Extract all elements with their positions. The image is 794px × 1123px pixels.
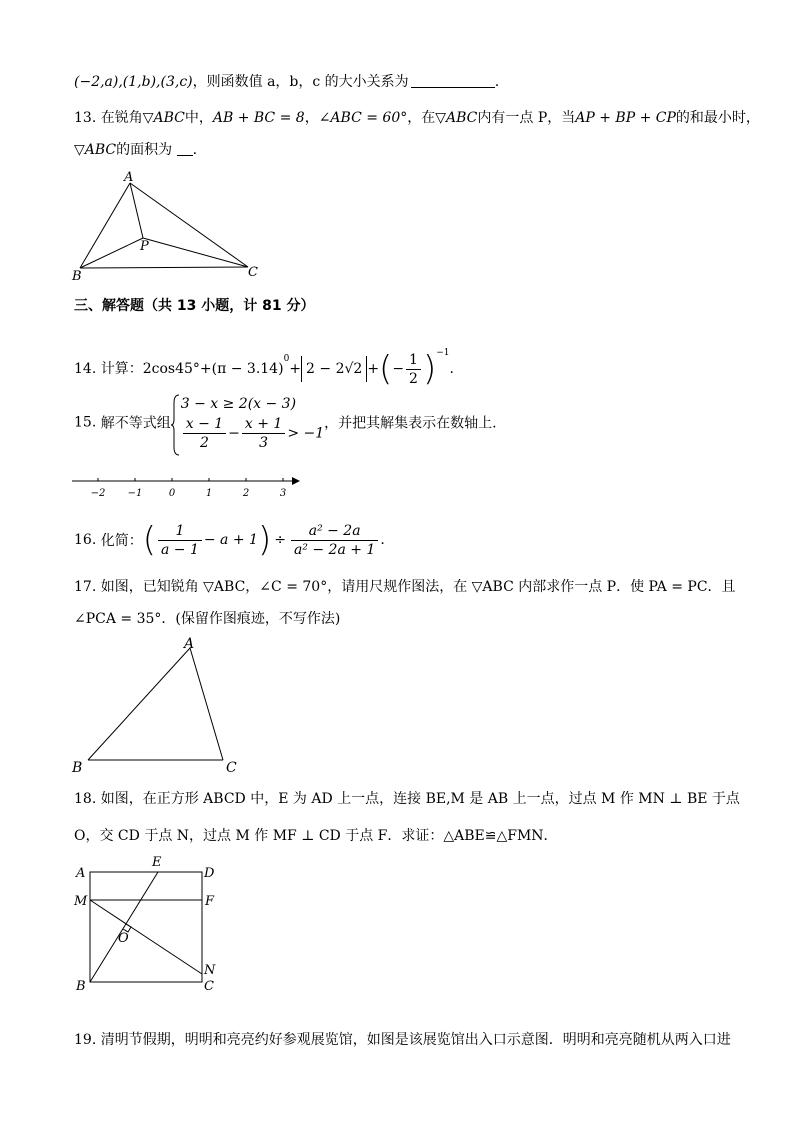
q13-answer-blank bbox=[177, 141, 193, 156]
q18-line2 bbox=[74, 826, 558, 846]
fig17-label-A: A bbox=[184, 636, 195, 652]
fig13-label-B: B bbox=[72, 269, 82, 283]
q14-rparen: ) bbox=[422, 349, 437, 389]
q16-f1-den: a − 1 bbox=[160, 541, 199, 558]
q12-tail-line bbox=[74, 72, 499, 92]
q15-f1-den: 2 bbox=[199, 435, 209, 451]
q13-number: 13. bbox=[74, 110, 97, 126]
number-line-tick-label: 2 bbox=[242, 488, 250, 499]
q17-line1 bbox=[74, 577, 736, 597]
q16-mid: − a + 1 bbox=[203, 532, 258, 548]
fig17-label-B: B bbox=[72, 760, 83, 776]
q14-end: . bbox=[449, 361, 454, 377]
fig18-label-O: O bbox=[118, 931, 129, 946]
q15-frac2 bbox=[242, 415, 285, 452]
q16-frac1 bbox=[158, 522, 202, 559]
q14-fraction bbox=[406, 351, 421, 388]
figure-18-square bbox=[68, 852, 228, 994]
q13-triangle: ▽ABC bbox=[142, 110, 185, 126]
q13-text-a: 在锐角 bbox=[100, 110, 143, 126]
q12-end: . bbox=[494, 74, 500, 90]
q15-frac1 bbox=[183, 415, 226, 452]
fig13-label-P: P bbox=[140, 239, 149, 254]
q14-term1: 2cos45°+ bbox=[142, 361, 212, 377]
q15-f2-num: x + 1 bbox=[242, 415, 285, 434]
q18-text2: O，交 CD 于点 N，过点 M 作 MF ⊥ CD 于点 F．求证：△ABE≌△FMN． bbox=[74, 828, 558, 844]
q16-line bbox=[74, 520, 385, 560]
q18-line1 bbox=[74, 789, 740, 809]
fig18-label-M: M bbox=[74, 894, 88, 909]
q14-plus: + bbox=[289, 361, 302, 377]
fig13-label-C: C bbox=[248, 265, 258, 280]
q15-minus: − bbox=[228, 425, 240, 442]
q16-label: 化简： bbox=[100, 533, 143, 549]
q13-end: . bbox=[192, 142, 198, 158]
q15-label: 解不等式组 bbox=[100, 415, 171, 432]
q16-f2-den: a² − 2a + 1 bbox=[293, 541, 376, 558]
q15-rhs: > −1 bbox=[287, 425, 325, 442]
q13-triangle-2: ▽ABC bbox=[435, 110, 478, 126]
q15-f1-num: x − 1 bbox=[183, 415, 226, 434]
q16-end: . bbox=[380, 532, 385, 548]
q15-brace bbox=[171, 393, 181, 457]
q17-number: 17. bbox=[74, 579, 97, 595]
q19-text1: 清明节假期，明明和亮亮约好参观展览馆，如图是该展览馆出入口示意图．明明和亮亮随机从两入口进 bbox=[100, 1032, 731, 1048]
q12-text: ，则函数值 a，b，c 的大小关系为 bbox=[192, 74, 409, 90]
number-line-tick-label: 0 bbox=[168, 488, 176, 499]
q14-plus2: + bbox=[367, 361, 380, 377]
q14-abs bbox=[301, 356, 367, 382]
q15-number: 15. bbox=[74, 414, 97, 431]
number-line-tick-label: −1 bbox=[127, 488, 143, 499]
q12-points: (−2,a),(1,b),(3,c) bbox=[74, 74, 193, 90]
q16-f2-num: a² − 2a bbox=[291, 522, 378, 541]
q19-line1 bbox=[74, 1030, 731, 1050]
q14-neg: − bbox=[392, 361, 405, 377]
q14-lparen: ( bbox=[379, 349, 393, 389]
q14-exp0: 0 bbox=[283, 354, 290, 364]
q13-cond2: ∠ABC = 60° bbox=[318, 110, 408, 126]
q17-line2 bbox=[74, 609, 340, 629]
q13-cond1: AB + BC = 8 bbox=[212, 110, 305, 126]
q15-system bbox=[171, 393, 324, 452]
number-line-tick-label: −2 bbox=[90, 488, 106, 499]
fig13-label-A: A bbox=[124, 170, 134, 185]
fig18-label-E: E bbox=[152, 855, 162, 870]
q16-div: ÷ bbox=[274, 532, 286, 548]
q16-lparen: ( bbox=[142, 520, 156, 560]
q18-number: 18. bbox=[74, 791, 97, 807]
q15-line bbox=[74, 393, 497, 452]
q12-answer-blank bbox=[411, 73, 495, 88]
q13-line1 bbox=[74, 108, 760, 128]
q13-text-b: 中， bbox=[184, 110, 213, 126]
q14-exp: −1 bbox=[436, 348, 450, 358]
q17-text1: 如图，已知锐角 ▽ABC，∠C = 70°，请用尺规作图法，在 ▽ABC 内部求作一点 P．使 PA = PC．且 bbox=[100, 579, 736, 595]
figure-17-triangle bbox=[68, 634, 248, 776]
q18-text1: 如图，在正方形 ABCD 中，E 为 AD 上一点，连接 BE,M 是 AB 上一点，过点 M 作 MN ⊥ BE 于点 bbox=[100, 791, 740, 807]
q13-text-c: ，在 bbox=[407, 110, 436, 126]
q14-term2: (π − 3.14) bbox=[211, 361, 284, 377]
q14-frac-num: 1 bbox=[406, 351, 421, 370]
fig18-label-A: A bbox=[76, 866, 86, 881]
q16-frac2 bbox=[291, 522, 378, 559]
q14-frac-den: 2 bbox=[409, 370, 418, 387]
q13-text-e: 的和最小时， bbox=[675, 110, 760, 126]
number-line-tick-label: 3 bbox=[279, 488, 287, 499]
q19-number: 19. bbox=[74, 1032, 97, 1048]
number-line-tick-label: 1 bbox=[205, 488, 213, 499]
fig18-label-F: F bbox=[205, 894, 215, 909]
q13-cond3: AP + BP + CP bbox=[575, 110, 676, 126]
q13-triangle-3: ▽ABC bbox=[74, 142, 117, 158]
q16-number: 16. bbox=[74, 532, 97, 548]
fig18-label-C: C bbox=[204, 979, 214, 994]
number-line bbox=[70, 472, 310, 502]
q17-text2: ∠PCA = 35°．(保留作图痕迹，不写作法) bbox=[74, 611, 341, 627]
figure-13-triangle bbox=[68, 168, 268, 283]
q15-f2-den: 3 bbox=[259, 435, 269, 451]
fig18-label-D: D bbox=[204, 866, 215, 881]
q16-f1-num: 1 bbox=[158, 522, 202, 541]
q14-abs-inner: 2 − 2√2 bbox=[306, 361, 363, 377]
q16-rparen: ) bbox=[257, 520, 272, 560]
q13-text-d: 内有一点 P，当 bbox=[477, 110, 576, 126]
q13-line2 bbox=[74, 140, 197, 160]
q15-ineq2 bbox=[181, 415, 324, 452]
q13-sep: ， bbox=[304, 110, 319, 126]
q15-ineq1: 3 − x ≥ 2(x − 3) bbox=[180, 396, 297, 412]
q14-label: 计算： bbox=[100, 361, 143, 377]
q13-text-f: 的面积为 bbox=[116, 142, 173, 158]
q14-line bbox=[74, 338, 454, 388]
fig17-label-C: C bbox=[226, 760, 237, 776]
section-3-heading: 三、解答题（共 13 小题，计 81 分） bbox=[74, 298, 315, 314]
q14-number: 14. bbox=[74, 361, 97, 377]
fig18-label-B: B bbox=[76, 979, 86, 994]
q15-tail: ，并把其解集表示在数轴上. bbox=[324, 415, 497, 432]
fig18-label-N: N bbox=[204, 963, 216, 978]
